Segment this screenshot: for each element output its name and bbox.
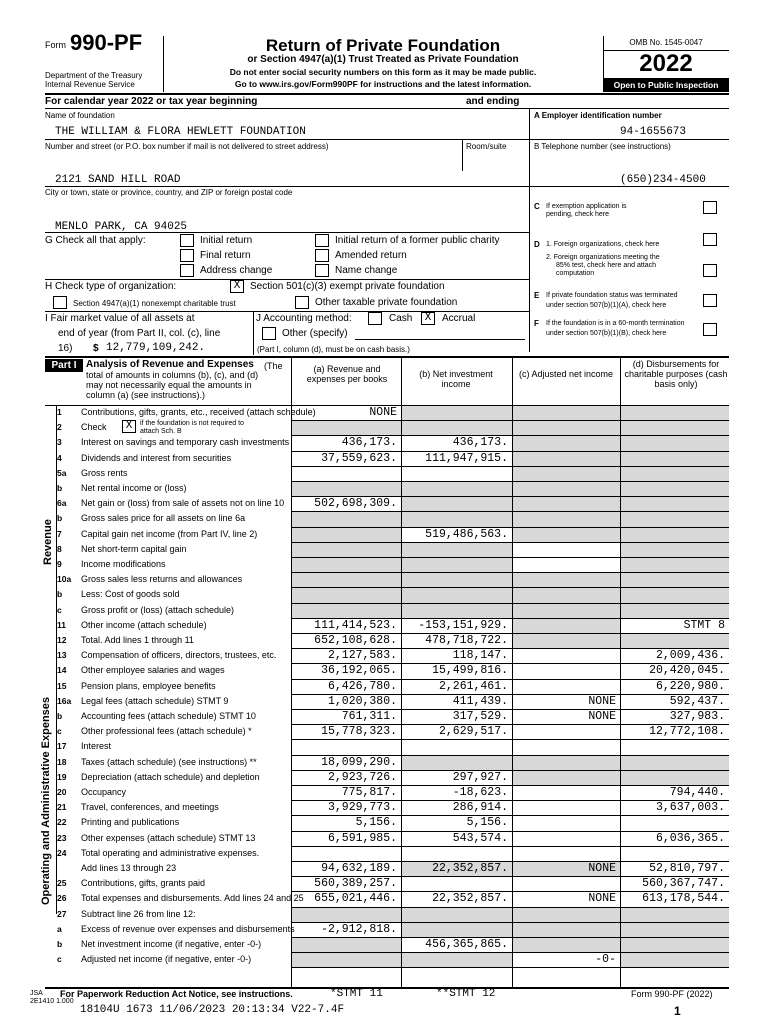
- c-text-2: pending, check here: [546, 211, 610, 218]
- form-subtitle: or Section 4947(a)(1) Trust Treated as Private Foundation: [247, 54, 519, 65]
- shaded-cell: [292, 573, 401, 587]
- col-a-value[interactable]: 6,591,985.: [327, 831, 397, 845]
- 4947-trust-label: Section 4947(a)(1) nonexempt charitable trust: [73, 299, 236, 308]
- shaded-cell: [513, 467, 620, 481]
- shaded-cell: [513, 482, 620, 496]
- i-line-1: I Fair market value of all assets at: [45, 313, 195, 324]
- shaded-cell: [402, 558, 512, 572]
- line-number: 4: [57, 452, 62, 463]
- line-label: Capital gain net income (from Part IV, line 2): [81, 528, 258, 539]
- d-letter: D: [534, 240, 540, 249]
- col-b-value[interactable]: 456,365,865.: [425, 938, 508, 951]
- col-a-value[interactable]: 1,020,380.: [327, 694, 397, 708]
- col-d-value[interactable]: 52,810,797.: [649, 862, 725, 875]
- d2b-text: 85% test, check here and attach: [556, 262, 657, 269]
- f2-text: under section 507(b)(1)(B), check here: [546, 330, 667, 337]
- line-number: b: [57, 513, 63, 524]
- line-label: Contributions, gifts, grants, etc., received (attach schedule): [81, 407, 316, 417]
- line-number: 19: [57, 771, 67, 782]
- line-label: Other employee salaries and wages: [81, 665, 225, 676]
- line-number: 5a: [57, 467, 67, 478]
- col-d-value[interactable]: 613,178,544.: [642, 892, 725, 906]
- shaded-cell: [513, 619, 620, 633]
- expenses-side-label: Operating and Administrative Expenses: [40, 696, 52, 905]
- col-d-header: (d) Disbursements for charitable purposes (cash basis only): [624, 359, 728, 389]
- line-label: Taxes (attach schedule) (see instructions) **: [81, 756, 257, 767]
- line-label: Other income (attach schedule): [81, 619, 207, 630]
- col-c-value[interactable]: NONE: [588, 710, 616, 723]
- line-label: Total expenses and disbursements. Add lines 24 and 25: [81, 893, 304, 904]
- col-d-value[interactable]: 327,983.: [669, 710, 725, 723]
- shaded-cell: [402, 512, 512, 526]
- name-label: Name of foundation: [45, 111, 115, 120]
- line-label: Interest: [81, 741, 112, 752]
- col-b-value[interactable]: -153,151,929.: [418, 618, 508, 632]
- form-prefix: Form: [45, 40, 66, 50]
- shaded-cell: [621, 528, 729, 542]
- line-label: Total. Add lines 1 through 11: [81, 635, 194, 645]
- line-label: Gross sales less returns and allowances: [81, 574, 243, 585]
- col-b-value[interactable]: 411,439.: [452, 694, 508, 708]
- part-i-desc-3: may not necessarily equal the amounts in: [86, 380, 252, 390]
- shaded-cell: [402, 588, 512, 602]
- line-number: 6a: [57, 498, 67, 509]
- i-line-2: end of year (from Part II, col. (c), line: [58, 328, 221, 339]
- line-label: Gross rents: [81, 467, 128, 478]
- shaded-cell: [292, 482, 401, 496]
- col-a-value[interactable]: 560,389,257.: [314, 877, 397, 891]
- other-taxable-label: Other taxable private foundation: [315, 297, 458, 308]
- line-number: 16a: [57, 695, 72, 706]
- shaded-cell: [513, 421, 620, 435]
- line-number: 17: [57, 741, 67, 752]
- col-a-value[interactable]: 655,021,446.: [314, 892, 397, 906]
- d2-checkbox[interactable]: [703, 264, 717, 277]
- part-i-desc-4: column (a) (see instructions).): [86, 390, 206, 400]
- col-a-value[interactable]: 15,778,323.: [321, 725, 397, 739]
- col-d-value[interactable]: STMT 8: [683, 618, 725, 632]
- jsa-mark: JSA: [30, 990, 43, 997]
- fair-market-value[interactable]: 12,779,109,242.: [106, 342, 206, 354]
- street-label: Number and street (or P.O. box number if mail is not delivered to street address): [45, 142, 329, 151]
- c-checkbox[interactable]: [703, 201, 717, 214]
- col-b-header: (b) Net investment income: [419, 369, 493, 389]
- line-number: 13: [57, 650, 67, 661]
- shaded-cell: [621, 756, 729, 770]
- col-b-value[interactable]: 436,173.: [452, 436, 508, 450]
- form-footer: Form 990-PF (2022): [631, 989, 713, 999]
- line-number: 15: [57, 680, 67, 691]
- line-number: 21: [57, 802, 67, 813]
- col-b-value[interactable]: 317,529.: [452, 710, 508, 723]
- line-label: Interest on savings and temporary cash investments: [81, 437, 290, 448]
- col-d-value[interactable]: 560,367,747.: [642, 877, 725, 891]
- other-taxable-checkbox[interactable]: [295, 296, 309, 309]
- line-label: Gross sales price for all assets on line 6a: [81, 513, 246, 524]
- shaded-cell: [292, 543, 401, 557]
- col-b-value[interactable]: 286,914.: [452, 801, 508, 815]
- initial-return-checkbox[interactable]: [180, 234, 194, 247]
- shaded-cell: [621, 436, 729, 450]
- shaded-cell: [513, 604, 620, 618]
- shaded-cell: [402, 497, 512, 511]
- shaded-cell: [292, 421, 401, 435]
- line-number: 14: [57, 665, 67, 676]
- address-change-label: Address change: [200, 265, 273, 276]
- col-a-value[interactable]: 5,156.: [355, 816, 397, 830]
- line-2-note-2: attach Sch. B: [140, 428, 182, 435]
- dept-line-1: Department of the Treasury: [45, 71, 143, 80]
- j-label: J Accounting method:: [256, 313, 352, 324]
- d1-checkbox[interactable]: [703, 233, 717, 246]
- col-b-value[interactable]: 118,147.: [452, 649, 508, 663]
- col-b-value[interactable]: 543,574.: [452, 831, 508, 845]
- part-i-tag: Part I: [45, 359, 83, 372]
- line-number: 27: [57, 908, 67, 919]
- line-label: Net rental income or (loss): [81, 483, 187, 493]
- shaded-cell: [621, 604, 729, 618]
- phone-value[interactable]: (650)234-4500: [620, 174, 706, 186]
- shaded-cell: [621, 908, 729, 922]
- shaded-cell: [621, 512, 729, 526]
- col-b-value[interactable]: 2,261,461.: [438, 679, 508, 693]
- shaded-cell: [402, 756, 512, 770]
- line-label: Printing and publications: [81, 817, 180, 828]
- line-number: b: [57, 483, 63, 493]
- col-a-value[interactable]: 761,311.: [341, 710, 397, 723]
- shaded-cell: [621, 558, 729, 572]
- shaded-cell: [513, 436, 620, 450]
- col-c-value[interactable]: -0-: [595, 953, 616, 967]
- ein-label: A Employer identification number: [534, 111, 662, 120]
- line-2-note-1: if the foundation is not required to: [140, 420, 244, 427]
- i-line-3: 16): [58, 343, 73, 354]
- line-number: c: [57, 604, 62, 615]
- line-number: a: [57, 923, 62, 934]
- initial-former-label: Initial return of a former public charity: [335, 235, 500, 246]
- col-c-header: (c) Adjusted net income: [518, 369, 614, 379]
- line-number: c: [57, 954, 62, 965]
- line-number: 9: [57, 559, 62, 569]
- stmt-11-note: *STMT 11: [330, 988, 383, 1000]
- line-label: Pension plans, employee benefits: [81, 680, 216, 691]
- line-label: Subtract line 26 from line 12:: [81, 908, 196, 919]
- col-b-value[interactable]: -18,623.: [452, 786, 508, 799]
- and-ending: and ending: [466, 96, 520, 107]
- line-number: 20: [57, 787, 67, 797]
- final-return-label: Final return: [200, 250, 251, 261]
- line-label: Net investment income (if negative, enter -0-): [81, 939, 262, 949]
- line-number: 11: [57, 619, 66, 630]
- col-a-header: (a) Revenue and expenses per books: [306, 364, 388, 384]
- accrual-checkbox[interactable]: X: [421, 312, 435, 325]
- shaded-cell: [292, 938, 401, 952]
- col-d-value[interactable]: 12,772,108.: [649, 725, 725, 739]
- e1-text: If private foundation status was terminated: [546, 292, 678, 299]
- col-a-value[interactable]: 2,923,726.: [327, 770, 397, 784]
- g-label: G Check all that apply:: [45, 235, 146, 246]
- col-d-value[interactable]: 6,220,980.: [655, 679, 725, 693]
- page-number: 1: [674, 1004, 681, 1018]
- foundation-name[interactable]: THE WILLIAM & FLORA HEWLETT FOUNDATION: [55, 126, 306, 138]
- line-label: Other expenses (attach schedule) STMT 13: [81, 832, 256, 843]
- col-b-value[interactable]: 111,947,915.: [425, 451, 508, 465]
- shaded-cell: [513, 908, 620, 922]
- line-number: 8: [57, 543, 62, 554]
- cash-basis-note: (Part I, column (d), must be on cash basis.): [257, 345, 410, 354]
- initial-former-checkbox[interactable]: [315, 234, 329, 247]
- f-checkbox[interactable]: [703, 323, 717, 336]
- col-b-value[interactable]: 2,629,517.: [438, 725, 508, 739]
- h-label: H Check type of organization:: [45, 281, 177, 292]
- shaded-cell: [621, 588, 729, 602]
- line-label: Legal fees (attach schedule) STMT 9: [81, 695, 229, 706]
- line-label: Check: [81, 422, 107, 433]
- col-a-value[interactable]: 502,698,309.: [314, 497, 397, 511]
- shaded-cell: [621, 953, 729, 967]
- ein-value[interactable]: 94-1655673: [620, 126, 687, 138]
- col-b-value[interactable]: 297,927.: [452, 770, 508, 784]
- shaded-cell: [402, 604, 512, 618]
- ssn-notice: Do not enter social security numbers on this form as it may be made public.: [229, 67, 537, 77]
- name-change-checkbox[interactable]: [315, 264, 329, 277]
- shaded-cell: [621, 573, 729, 587]
- f1-text: If the foundation is in a 60-month termination: [546, 320, 685, 327]
- shaded-cell: [292, 908, 401, 922]
- shaded-cell: [402, 573, 512, 587]
- shaded-cell: [621, 452, 729, 466]
- city-state-zip[interactable]: MENLO PARK, CA 94025: [55, 221, 188, 233]
- col-b-value[interactable]: 15,499,816.: [432, 664, 508, 678]
- shaded-cell: [621, 497, 729, 511]
- col-b-value[interactable]: 519,486,563.: [425, 527, 508, 541]
- line-number: 26: [57, 893, 67, 904]
- shaded-cell: [402, 482, 512, 496]
- line-label: Net gain or (loss) from sale of assets not on line 10: [81, 498, 285, 509]
- d1-text: 1. Foreign organizations, check here: [546, 241, 660, 248]
- shaded-cell: [292, 588, 401, 602]
- col-a-value[interactable]: 37,559,623.: [321, 451, 397, 465]
- col-b-value[interactable]: 478,718,722.: [425, 634, 508, 647]
- shaded-cell: [292, 512, 401, 526]
- room-suite-label: Room/suite: [466, 142, 507, 151]
- line-label: Contributions, gifts, grants paid: [81, 878, 206, 889]
- line-label: Dividends and interest from securities: [81, 452, 232, 463]
- col-b-value[interactable]: 22,352,857.: [432, 892, 508, 906]
- line-label: Accounting fees (attach schedule) STMT 10: [81, 711, 256, 721]
- shaded-cell: [621, 938, 729, 952]
- line-label: Excess of revenue over expenses and disbursements: [81, 923, 295, 934]
- shaded-cell: [402, 953, 512, 967]
- shaded-cell: [621, 406, 729, 420]
- shaded-cell: [402, 543, 512, 557]
- line-label: Adjusted net income (if negative, enter -0-): [81, 954, 252, 965]
- line-label: Total operating and administrative expenses.: [81, 847, 260, 858]
- col-a-value[interactable]: 94,632,189.: [321, 862, 397, 875]
- shaded-cell: [513, 406, 620, 420]
- line-number: 22: [57, 817, 67, 828]
- line-label: Compensation of officers, directors, trustees, etc.: [81, 650, 277, 661]
- shaded-cell: [402, 406, 512, 420]
- shaded-cell: [513, 573, 620, 587]
- line-number: 3: [57, 437, 62, 448]
- col-c-value[interactable]: NONE: [588, 892, 616, 906]
- part-i-desc-1: (The: [264, 361, 283, 371]
- shaded-cell: [402, 908, 512, 922]
- name-change-label: Name change: [335, 265, 398, 276]
- initial-return-label: Initial return: [200, 235, 253, 246]
- accrual-label: Accrual: [442, 313, 476, 324]
- line-label: Gross profit or (loss) (attach schedule): [81, 604, 235, 615]
- omb-number: OMB No. 1545-0047: [629, 38, 703, 47]
- line-number: b: [57, 589, 63, 600]
- col-c-value[interactable]: NONE: [588, 862, 616, 875]
- shaded-cell: [513, 923, 620, 937]
- paperwork-notice: For Paperwork Reduction Act Notice, see instructions.: [60, 989, 293, 999]
- dept-line-2: Internal Revenue Service: [45, 80, 135, 89]
- shaded-cell: [513, 497, 620, 511]
- i-dollar: $: [93, 343, 99, 354]
- shaded-cell: [621, 634, 729, 648]
- col-b-value[interactable]: 5,156.: [466, 816, 508, 830]
- line-label: Occupancy: [81, 787, 127, 797]
- street-address[interactable]: 2121 SAND HILL ROAD: [55, 174, 181, 186]
- line-label: Income modifications: [81, 559, 166, 569]
- shaded-cell: [292, 528, 401, 542]
- col-a-value[interactable]: 18,099,290.: [321, 755, 397, 769]
- part-i-desc-2: total of amounts in columns (b), (c), and (d): [86, 370, 259, 380]
- city-label: City or town, state or province, country, and ZIP or foreign postal code: [45, 188, 293, 197]
- stmt-12-note: **STMT 12: [436, 988, 496, 1000]
- tax-year: 2022: [639, 50, 693, 77]
- line-label: Travel, conferences, and meetings: [81, 802, 219, 813]
- other-method-checkbox[interactable]: [262, 327, 276, 340]
- shaded-cell: [513, 528, 620, 542]
- phone-label: B Telephone number (see instructions): [534, 142, 671, 151]
- shaded-cell: [621, 482, 729, 496]
- e-letter: E: [534, 291, 540, 300]
- shaded-cell: [292, 953, 401, 967]
- form-title: Return of Private Foundation: [265, 36, 501, 55]
- instructions-link[interactable]: Go to www.irs.gov/Form990PF for instructions and the latest information.: [234, 79, 532, 89]
- shaded-cell: [621, 421, 729, 435]
- col-a-value[interactable]: 652,108,628.: [314, 634, 397, 647]
- line-2-checkbox[interactable]: X: [122, 420, 136, 433]
- col-a-value[interactable]: 3,929,773.: [327, 801, 397, 815]
- e-checkbox[interactable]: [703, 294, 717, 307]
- line-label: Add lines 13 through 23: [81, 863, 177, 873]
- col-a-value[interactable]: NONE: [369, 406, 397, 419]
- col-a-value[interactable]: 2,127,583.: [327, 649, 397, 663]
- shaded-cell: [621, 467, 729, 481]
- line-number: 7: [57, 528, 62, 539]
- col-d-value[interactable]: 3,637,003.: [655, 801, 725, 815]
- line-label: Less: Cost of goods sold: [81, 589, 180, 600]
- f-letter: F: [534, 319, 539, 328]
- line-number: 10a: [57, 574, 72, 585]
- shaded-cell: [621, 543, 729, 557]
- shaded-cell: [513, 756, 620, 770]
- c-letter: C: [534, 202, 540, 211]
- address-change-checkbox[interactable]: [180, 264, 194, 277]
- amended-return-label: Amended return: [335, 250, 407, 261]
- line-number: 24: [57, 847, 67, 858]
- 4947-trust-checkbox[interactable]: [53, 296, 67, 309]
- line-number: 18: [57, 756, 67, 767]
- shaded-cell: [621, 923, 729, 937]
- calendar-year-line: For calendar year 2022 or tax year beginning: [45, 96, 258, 107]
- cash-label: Cash: [389, 313, 413, 324]
- shaded-cell: [621, 771, 729, 785]
- e2-text: under section 507(b)(1)(A), check here: [546, 302, 667, 309]
- line-label: Net short-term capital gain: [81, 543, 187, 554]
- d2c-text: computation: [556, 270, 595, 277]
- shaded-cell: [292, 604, 401, 618]
- public-inspection-banner: Open to Public Inspection: [603, 78, 729, 92]
- line-number: 2: [57, 422, 62, 433]
- col-d-value[interactable]: 6,036,365.: [655, 831, 725, 845]
- line-number: 1: [57, 407, 62, 417]
- other-method-label: Other (specify): [282, 328, 348, 339]
- preparer-id-line: 18104U 1673 11/06/2023 20:13:34 V22-7.4F: [80, 1004, 345, 1016]
- line-number: b: [57, 939, 63, 949]
- shaded-cell: [513, 938, 620, 952]
- shaded-cell: [513, 512, 620, 526]
- line-label: Other professional fees (attach schedule) *: [81, 726, 252, 737]
- col-a-value[interactable]: 6,426,780.: [327, 679, 397, 693]
- line-number: 25: [57, 878, 67, 889]
- col-c-value[interactable]: NONE: [588, 694, 616, 708]
- form-number: 990-PF: [70, 30, 143, 55]
- amended-return-checkbox[interactable]: [315, 249, 329, 262]
- col-d-value[interactable]: 2,009,436.: [655, 649, 725, 663]
- revenue-side-label: Revenue: [42, 519, 54, 565]
- col-a-value[interactable]: 36,192,065.: [321, 664, 397, 678]
- c-text-1: If exemption application is: [546, 203, 627, 210]
- line-number: b: [57, 711, 63, 721]
- line-number: 23: [57, 832, 67, 843]
- d2a-text: 2. Foreign organizations meeting the: [546, 254, 660, 261]
- col-d-value[interactable]: 794,440.: [669, 786, 725, 799]
- col-a-value[interactable]: -2,912,818.: [321, 922, 397, 936]
- cash-checkbox[interactable]: [368, 312, 382, 325]
- 501c3-label: Section 501(c)(3) exempt private foundation: [250, 281, 445, 292]
- col-d-value[interactable]: 20,420,045.: [649, 664, 725, 678]
- col-a-value[interactable]: 436,173.: [341, 436, 397, 450]
- col-d-value[interactable]: 592,437.: [669, 694, 725, 708]
- shaded-cell: [513, 634, 620, 648]
- jsa-code: 2E1410 1.000: [30, 998, 74, 1005]
- shaded-cell: [402, 923, 512, 937]
- part-i-title: Analysis of Revenue and Expenses: [86, 359, 254, 370]
- line-number: 12: [57, 635, 67, 645]
- line-label: Depreciation (attach schedule) and depletion: [81, 771, 260, 782]
- col-a-value[interactable]: 111,414,523.: [314, 618, 397, 632]
- shaded-cell: [292, 558, 401, 572]
- col-a-value[interactable]: 775,817.: [341, 786, 397, 799]
- shaded-cell: [513, 771, 620, 785]
- line-number: c: [57, 726, 62, 737]
- shaded-cell: [513, 588, 620, 602]
- final-return-checkbox[interactable]: [180, 249, 194, 262]
- shaded-cell: [402, 421, 512, 435]
- 501c3-checkbox[interactable]: X: [230, 280, 244, 293]
- col-b-value[interactable]: 22,352,857.: [432, 862, 508, 875]
- shaded-cell: [513, 452, 620, 466]
